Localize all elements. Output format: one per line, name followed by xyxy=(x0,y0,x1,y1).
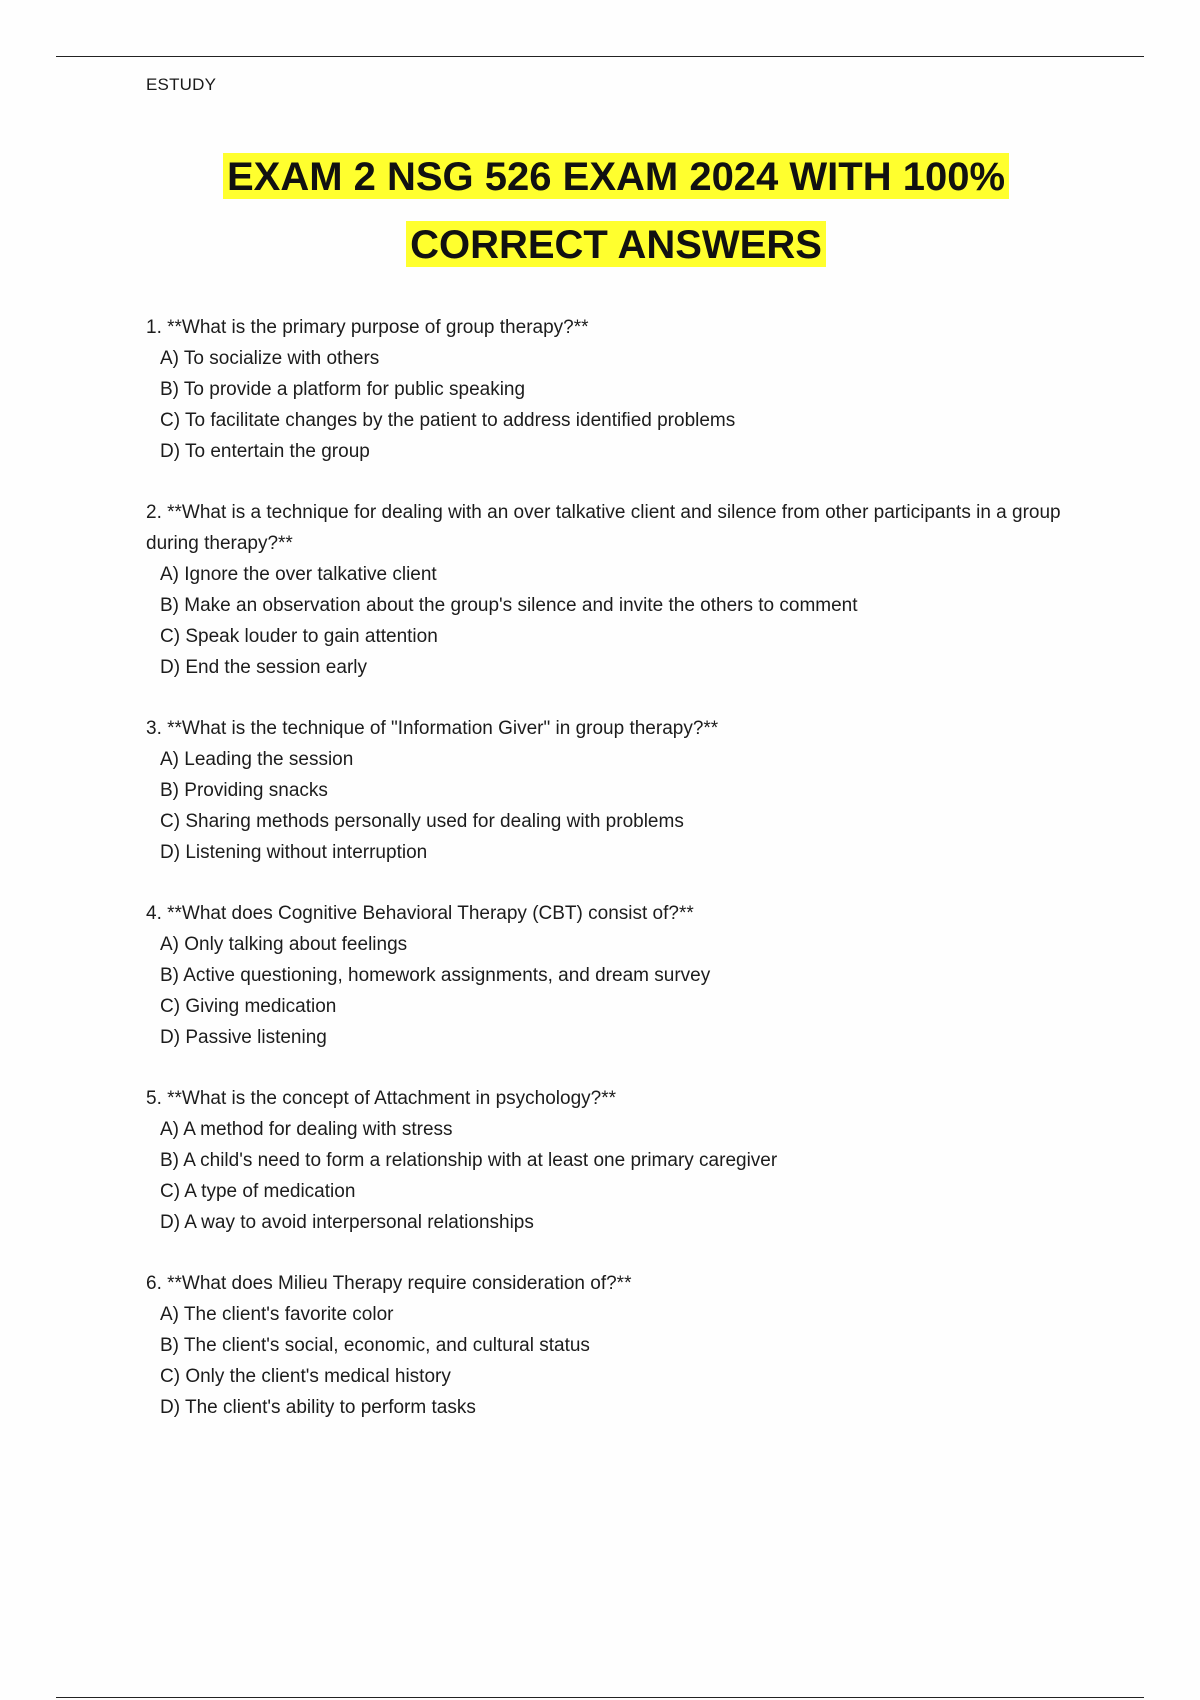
question-text: 3. **What is the technique of "Information Giver" in group therapy?** xyxy=(146,718,719,739)
option-c: C) Only the client's medical history xyxy=(160,1366,451,1387)
option-d: D) A way to avoid interpersonal relationships xyxy=(160,1212,534,1233)
question-list xyxy=(146,312,1106,1423)
question-4 xyxy=(146,898,1106,1053)
question-1 xyxy=(146,312,1106,467)
option-list xyxy=(146,744,1106,868)
question-5 xyxy=(146,1083,1106,1238)
option-c: C) Speak louder to gain attention xyxy=(160,626,438,647)
question-text: 2. **What is a technique for dealing with an over talkative client and silence from other participants in a group during therapy?** xyxy=(146,502,1061,554)
question-text: 4. **What does Cognitive Behavioral Therapy (CBT) consist of?** xyxy=(146,903,694,924)
option-a: A) Ignore the over talkative client xyxy=(160,564,437,585)
option-list xyxy=(146,343,1106,467)
option-a: A) Leading the session xyxy=(160,749,354,770)
question-6 xyxy=(146,1268,1106,1423)
option-d: D) Listening without interruption xyxy=(160,842,428,863)
option-b: B) To provide a platform for public speaking xyxy=(160,379,526,400)
option-c: C) To facilitate changes by the patient to address identified problems xyxy=(160,410,736,431)
option-c: C) A type of medication xyxy=(160,1181,356,1202)
title-line-2: CORRECT ANSWERS xyxy=(406,221,826,267)
option-b: B) Make an observation about the group's silence and invite the others to comment xyxy=(160,595,858,616)
option-a: A) Only talking about feelings xyxy=(160,934,408,955)
option-b: B) The client's social, economic, and cultural status xyxy=(160,1335,590,1356)
option-list xyxy=(146,1114,1106,1238)
header-label: ESTUDY xyxy=(146,75,217,94)
option-list xyxy=(146,1299,1106,1423)
option-a: A) The client's favorite color xyxy=(160,1304,394,1325)
question-text: 6. **What does Milieu Therapy require consideration of?** xyxy=(146,1273,632,1294)
question-text: 1. **What is the primary purpose of group therapy?** xyxy=(146,317,589,338)
question-text: 5. **What is the concept of Attachment in psychology?** xyxy=(146,1088,616,1109)
option-d: D) To entertain the group xyxy=(160,441,370,462)
question-3 xyxy=(146,713,1106,868)
question-2 xyxy=(146,497,1106,683)
header-rule xyxy=(56,56,1144,57)
option-d: D) End the session early xyxy=(160,657,367,678)
option-list xyxy=(146,559,1106,683)
option-list xyxy=(146,929,1106,1053)
option-d: D) The client's ability to perform tasks xyxy=(160,1397,476,1418)
option-b: B) Providing snacks xyxy=(160,780,328,801)
title-line-1: EXAM 2 NSG 526 EXAM 2024 WITH 100% xyxy=(223,153,1009,199)
option-a: A) To socialize with others xyxy=(160,348,380,369)
document-title xyxy=(0,143,1200,279)
option-c: C) Giving medication xyxy=(160,996,337,1017)
option-d: D) Passive listening xyxy=(160,1027,327,1048)
option-b: B) A child's need to form a relationship with at least one primary caregiver xyxy=(160,1150,778,1171)
option-a: A) A method for dealing with stress xyxy=(160,1119,453,1140)
option-b: B) Active questioning, homework assignments, and dream survey xyxy=(160,965,711,986)
option-c: C) Sharing methods personally used for dealing with problems xyxy=(160,811,684,832)
footer-rule xyxy=(56,1697,1144,1698)
